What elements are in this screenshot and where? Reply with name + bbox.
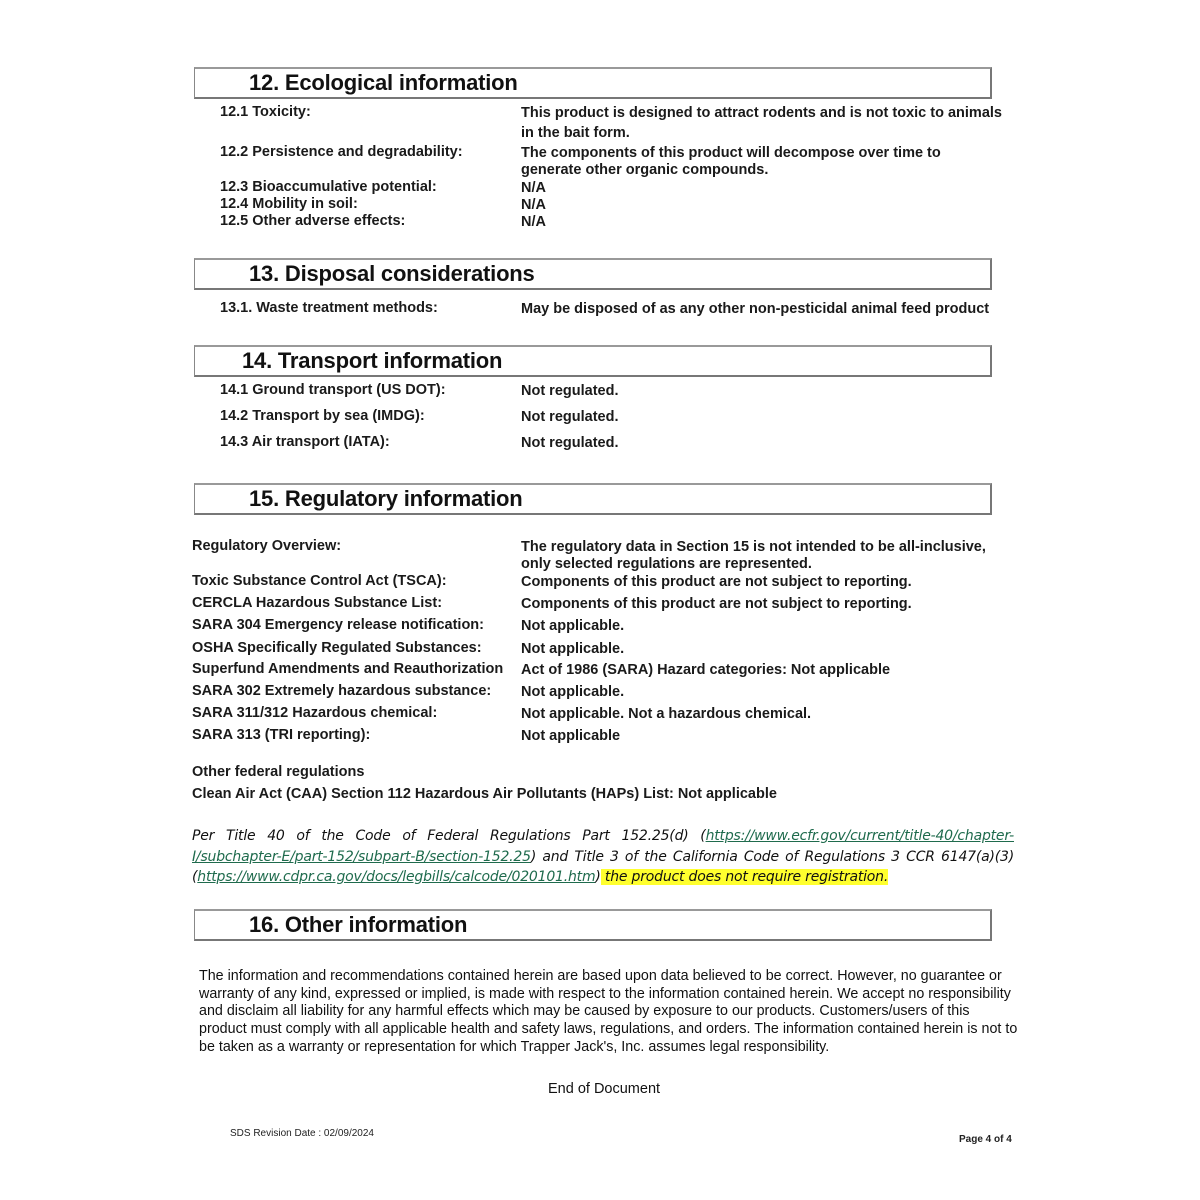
row-value: Not regulated. bbox=[521, 435, 619, 451]
row-value: The regulatory data in Section 15 is not intended to be all-inclusive, bbox=[521, 539, 986, 555]
row-value: The components of this product will decompose over time to bbox=[521, 145, 941, 161]
row-value: Not regulated. bbox=[521, 383, 619, 399]
row-label: 12.5 Other adverse effects: bbox=[220, 213, 406, 229]
row-label: OSHA Specifically Regulated Substances: bbox=[192, 640, 482, 656]
row-label: 12.3 Bioaccumulative potential: bbox=[220, 179, 437, 195]
row-label: Regulatory Overview: bbox=[192, 538, 342, 554]
row-value: Not applicable. bbox=[521, 641, 625, 657]
note-text-2: ) and Title 3 of the California Code of Regulations 3 CCR 6147(a)(3) ( bbox=[192, 848, 1014, 885]
row-label: Toxic Substance Control Act (TSCA): bbox=[192, 573, 447, 589]
section-16-header bbox=[194, 909, 992, 941]
row-label: 14.2 Transport by sea (IMDG): bbox=[220, 408, 425, 424]
row-value: Not applicable. Not a hazardous chemical. bbox=[521, 706, 812, 722]
row-value: in the bait form. bbox=[521, 125, 630, 141]
row-label: SARA 313 (TRI reporting): bbox=[192, 727, 371, 743]
row-label: SARA 311/312 Hazardous chemical: bbox=[192, 705, 438, 721]
row-value: Act of 1986 (SARA) Hazard categories: Not applicable bbox=[521, 662, 891, 678]
row-value: Not applicable. bbox=[521, 684, 625, 700]
row-value: May be disposed of as any other non-pesticidal animal feed product bbox=[521, 301, 990, 317]
row-label: SARA 302 Extremely hazardous substance: bbox=[192, 683, 492, 699]
revision-date: SDS Revision Date : 02/09/2024 bbox=[230, 1128, 374, 1139]
row-value: N/A bbox=[521, 214, 546, 230]
row-value: Not applicable bbox=[521, 728, 621, 744]
row-label: CERCLA Hazardous Substance List: bbox=[192, 595, 443, 611]
section-15-header bbox=[194, 483, 992, 515]
row-value: Components of this product are not subject to reporting. bbox=[521, 574, 912, 590]
section-13-title: 13. Disposal considerations bbox=[249, 261, 535, 286]
row-label: 14.1 Ground transport (US DOT): bbox=[220, 382, 446, 398]
caa-line: Clean Air Act (CAA) Section 112 Hazardous Air Pollutants (HAPs) List: Not applicable bbox=[192, 786, 777, 802]
section-12-header bbox=[194, 67, 992, 99]
row-value: This product is designed to attract rodents and is not toxic to animals bbox=[521, 105, 1002, 121]
row-label: 13.1. Waste treatment methods: bbox=[220, 300, 438, 316]
disclaimer-paragraph: The information and recommendations contained herein are based upon data believed to be correct. However, no guarantee or warranty of any kind, expressed or implied, is made with respect to the information contained herein. We accept no responsibility and disclaim all liability for any harmful effects which may be caused by exposure to our products. Customers/users of this product must comply with all applicable health and safety laws, regulations, and orders. The information contained herein is not to be taken as a warranty or representation for which Trapper Jack's, Inc. assumes legal responsibility. bbox=[199, 968, 1018, 1055]
row-label: 12.4 Mobility in soil: bbox=[220, 196, 358, 212]
section-12-title: 12. Ecological information bbox=[249, 70, 518, 95]
row-value: N/A bbox=[521, 197, 546, 213]
note-text-1: Per Title 40 of the Code of Federal Regulations Part 152.25(d) ( bbox=[192, 828, 706, 844]
row-label: 12.1 Toxicity: bbox=[220, 104, 311, 120]
row-value: N/A bbox=[521, 180, 546, 196]
page-number: Page 4 of 4 bbox=[959, 1134, 1012, 1145]
row-label: 14.3 Air transport (IATA): bbox=[220, 434, 390, 450]
note-text-3: ) bbox=[595, 869, 601, 885]
row-label: 12.2 Persistence and degradability: bbox=[220, 144, 463, 160]
registration-note bbox=[192, 826, 1014, 888]
other-federal-heading: Other federal regulations bbox=[192, 764, 365, 780]
end-of-document: End of Document bbox=[548, 1081, 661, 1097]
row-value: only selected regulations are represented. bbox=[521, 556, 812, 572]
row-value: Not regulated. bbox=[521, 409, 619, 425]
highlighted-conclusion: the product does not require registration. bbox=[600, 869, 889, 885]
row-value: Not applicable. bbox=[521, 618, 625, 634]
row-label: Superfund Amendments and Reauthorization bbox=[192, 661, 504, 677]
row-value: generate other organic compounds. bbox=[521, 162, 769, 178]
section-13-header bbox=[194, 258, 992, 290]
row-value: Components of this product are not subject to reporting. bbox=[521, 596, 912, 612]
cdpr-link[interactable]: https://www.cdpr.ca.gov/docs/legbills/calcode/020101.htm bbox=[197, 869, 596, 885]
section-15-title: 15. Regulatory information bbox=[249, 486, 523, 511]
section-16-title: 16. Other information bbox=[249, 912, 468, 937]
ecfr-link[interactable]: https://www.ecfr.gov/current/title-40/chapter-I/subchapter-E/part-152/subpart-B/section-152.25 bbox=[192, 828, 1014, 865]
row-label: SARA 304 Emergency release notification: bbox=[192, 617, 484, 633]
section-14-title: 14. Transport information bbox=[242, 348, 503, 373]
section-14-header bbox=[194, 345, 992, 377]
